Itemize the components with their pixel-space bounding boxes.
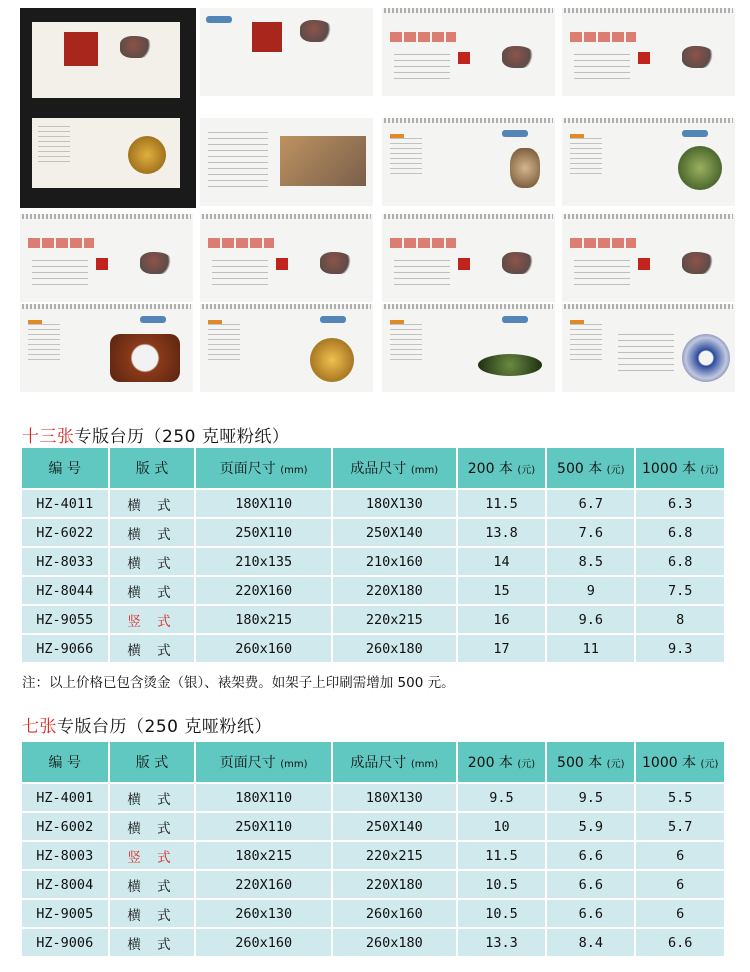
col-header-page-size: 页面尺寸 (mm)	[196, 742, 332, 784]
cell: 17	[458, 635, 547, 664]
cell: HZ-9066	[22, 635, 110, 664]
table-row	[22, 548, 726, 577]
col-header-code: 编 号	[22, 448, 110, 490]
cell: 250X110	[196, 813, 332, 842]
cell: HZ-8004	[22, 871, 110, 900]
cell: 9.3	[636, 635, 726, 664]
cell: 220X180	[333, 871, 458, 900]
cell: 220x215	[333, 606, 458, 635]
calendar-page-photo	[562, 214, 735, 302]
cell: 11	[547, 635, 636, 664]
cell: 220x215	[333, 842, 458, 871]
cell: HZ-9006	[22, 929, 110, 958]
col-header-500: 500 本 (元)	[547, 448, 636, 490]
cell: HZ-8044	[22, 577, 110, 606]
cell: 横 式	[110, 577, 197, 606]
cell: 210x160	[333, 548, 458, 577]
cell-highlight: 竖 式	[110, 606, 197, 635]
cell: 6.8	[636, 519, 726, 548]
cell: 180X110	[196, 490, 332, 519]
table-row	[22, 871, 726, 900]
col-header-1000: 1000 本 (元)	[636, 742, 726, 784]
table2-title-rest: 专版台历（250 克哑粉纸）	[57, 717, 272, 737]
table-row	[22, 900, 726, 929]
cell: 220X180	[333, 577, 458, 606]
cell: 8.4	[547, 929, 636, 958]
cell: 260x130	[196, 900, 332, 929]
col-header-200: 200 本 (元)	[458, 448, 547, 490]
price-table-7	[22, 742, 726, 958]
cell: 9.5	[458, 784, 547, 813]
cell: 180x215	[196, 842, 332, 871]
cell: HZ-4001	[22, 784, 110, 813]
cell: 250X140	[333, 519, 458, 548]
cell: 10.5	[458, 871, 547, 900]
cell: HZ-6002	[22, 813, 110, 842]
cell: 260x160	[333, 900, 458, 929]
table-row	[22, 813, 726, 842]
cell: HZ-9005	[22, 900, 110, 929]
table-row	[22, 490, 726, 519]
col-header-200: 200 本 (元)	[458, 742, 547, 784]
cell: 横 式	[110, 548, 197, 577]
cell: 220X160	[196, 577, 332, 606]
cell: 横 式	[110, 635, 197, 664]
col-header-page-size: 页面尺寸 (mm)	[196, 448, 332, 490]
col-header-code: 编 号	[22, 742, 110, 784]
cell: 250X140	[333, 813, 458, 842]
cell: 6.6	[547, 871, 636, 900]
table-row	[22, 606, 726, 635]
cell: 13.8	[458, 519, 547, 548]
cell: 260x180	[333, 929, 458, 958]
cell: 横 式	[110, 519, 197, 548]
cell: 16	[458, 606, 547, 635]
calendar-photo-grid	[20, 8, 740, 392]
col-header-style: 版 式	[110, 448, 197, 490]
cell: 6.7	[547, 490, 636, 519]
cell: 180X110	[196, 784, 332, 813]
table-row	[22, 842, 726, 871]
calendar-page-photo	[562, 304, 735, 392]
cell: 6	[636, 842, 726, 871]
cell: 8	[636, 606, 726, 635]
table2-title-highlight: 七张	[22, 717, 57, 737]
cell: 8.5	[547, 548, 636, 577]
calendar-page-photo	[562, 118, 735, 206]
cell: 180x215	[196, 606, 332, 635]
cell: 横 式	[110, 784, 197, 813]
calendar-page-photo	[382, 118, 555, 206]
col-header-500: 500 本 (元)	[547, 742, 636, 784]
cell: 260x180	[333, 635, 458, 664]
table2-title	[22, 712, 272, 737]
calendar-page-photo	[382, 8, 555, 96]
cell: 6.6	[636, 929, 726, 958]
cell: HZ-8033	[22, 548, 110, 577]
table-row	[22, 577, 726, 606]
calendar-page-photo	[200, 304, 373, 392]
cell: HZ-8003	[22, 842, 110, 871]
cell: 7.6	[547, 519, 636, 548]
price-note: 注：以上价格已包含烫金（银）、裱架费。如架子上印刷需增加 500 元。	[22, 675, 455, 691]
cell: 5.5	[636, 784, 726, 813]
cell: 11.5	[458, 490, 547, 519]
table-row	[22, 635, 726, 664]
cell: 14	[458, 548, 547, 577]
table-row	[22, 784, 726, 813]
cell: 260x160	[196, 929, 332, 958]
calendar-page-photo	[200, 118, 373, 206]
cell: 6	[636, 871, 726, 900]
cell-highlight: 竖 式	[110, 842, 197, 871]
cell: 9	[547, 577, 636, 606]
cell: 6.6	[547, 900, 636, 929]
calendar-page-photo	[562, 8, 735, 96]
table-header-row	[22, 448, 726, 490]
table-header-row	[22, 742, 726, 784]
cell: 10.5	[458, 900, 547, 929]
cell: 13.3	[458, 929, 547, 958]
price-table-13	[22, 448, 726, 664]
table-row	[22, 929, 726, 958]
calendar-page-photo	[382, 214, 555, 302]
col-header-1000: 1000 本 (元)	[636, 448, 726, 490]
cell: 5.9	[547, 813, 636, 842]
table-row	[22, 519, 726, 548]
cell: 250X110	[196, 519, 332, 548]
cell: 9.6	[547, 606, 636, 635]
table1-title	[22, 422, 289, 447]
cell: 横 式	[110, 900, 197, 929]
col-header-finished-size: 成品尺寸 (mm)	[333, 742, 458, 784]
cell: 11.5	[458, 842, 547, 871]
calendar-cover-photo	[200, 8, 373, 96]
cell: 横 式	[110, 490, 197, 519]
calendar-stand-photo	[20, 8, 196, 208]
cell: 横 式	[110, 813, 197, 842]
calendar-page-photo	[382, 304, 555, 392]
cell: 210x135	[196, 548, 332, 577]
table1-title-highlight: 十三张	[22, 427, 75, 447]
cell: 180X130	[333, 784, 458, 813]
col-header-finished-size: 成品尺寸 (mm)	[333, 448, 458, 490]
cell: 220X160	[196, 871, 332, 900]
col-header-style: 版 式	[110, 742, 197, 784]
calendar-page-photo	[20, 304, 193, 392]
table1-title-rest: 专版台历（250 克哑粉纸）	[74, 427, 290, 447]
calendar-page-photo	[20, 214, 193, 302]
cell: 6.8	[636, 548, 726, 577]
calendar-page-photo	[200, 214, 373, 302]
cell: 260x160	[196, 635, 332, 664]
cell: HZ-6022	[22, 519, 110, 548]
cell: 6	[636, 900, 726, 929]
cell: HZ-9055	[22, 606, 110, 635]
cell: 10	[458, 813, 547, 842]
cell: 横 式	[110, 871, 197, 900]
cell: 7.5	[636, 577, 726, 606]
cell: 180X130	[333, 490, 458, 519]
cell: 15	[458, 577, 547, 606]
cell: 9.5	[547, 784, 636, 813]
cell: HZ-4011	[22, 490, 110, 519]
cell: 横 式	[110, 929, 197, 958]
cell: 6.6	[547, 842, 636, 871]
cell: 5.7	[636, 813, 726, 842]
cell: 6.3	[636, 490, 726, 519]
